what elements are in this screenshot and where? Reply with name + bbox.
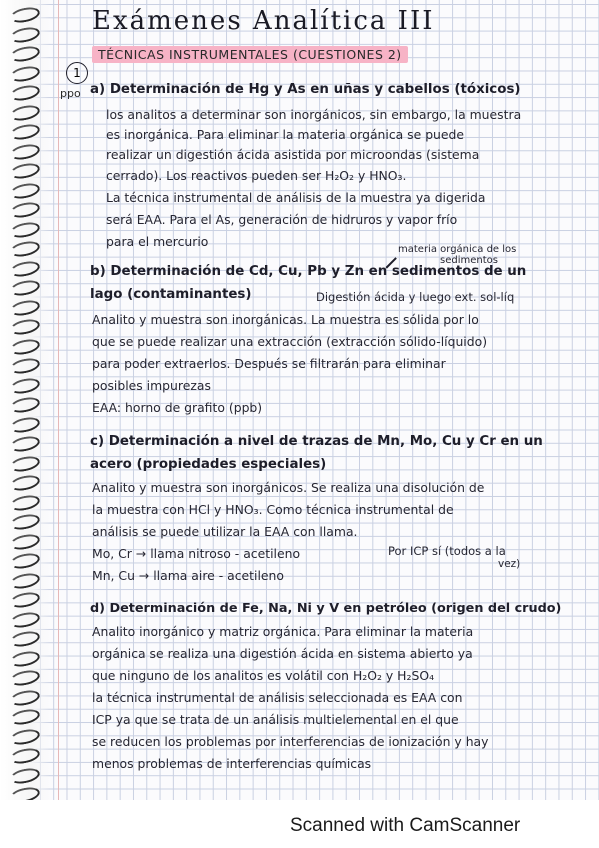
spiral-ring xyxy=(9,317,41,337)
section-a-line: los analitos a determinar son inorgánicos, sin embargo, la muestra xyxy=(106,107,522,122)
subtitle-highlight xyxy=(92,44,408,63)
spiral-ring xyxy=(9,766,41,786)
spiral-ring xyxy=(9,668,41,688)
section-d-heading: d) Determinación de Fe, Na, Ni y V en petróleo (origen del crudo) xyxy=(90,601,562,616)
spiral-ring xyxy=(9,64,41,84)
spiral-ring xyxy=(9,5,41,25)
icp-note-cont: vez) xyxy=(498,558,521,570)
arrow-icon: → xyxy=(138,568,154,583)
section-b-annotation: sedimentos xyxy=(440,255,498,266)
section-c-line: análisis se puede utilizar la EAA con llama. xyxy=(92,524,358,539)
flame-type: llama aire - acetileno xyxy=(153,568,284,583)
spiral-ring xyxy=(9,629,41,649)
section-c-line: la muestra con HCl y HNO₃. Como técnica instrumental de xyxy=(92,502,454,517)
spiral-ring xyxy=(9,239,41,259)
page-title: Exámenes Analítica III xyxy=(92,6,435,36)
spiral-ring xyxy=(9,785,41,800)
spiral-ring xyxy=(9,707,41,727)
section-d-line: ICP ya que se trata de un análisis multielemental en el que xyxy=(92,712,459,727)
section-b-line: EAA: horno de grafito (ppb) xyxy=(92,400,263,415)
subtitle: TÉCNICAS INSTRUMENTALES (CUESTIONES 2) xyxy=(92,46,408,63)
spiral-ring xyxy=(9,688,41,708)
section-b-line: que se puede realizar una extracción (extracción sólido-líquido) xyxy=(92,334,488,349)
section-b-heading-cont: lago (contaminantes) xyxy=(90,287,252,302)
section-a-heading: a) Determinación de Hg y As en uñas y cabellos (tóxicos) xyxy=(90,82,521,97)
spiral-ring xyxy=(9,493,41,513)
question-number-badge: 1 xyxy=(66,62,88,84)
spiral-ring xyxy=(9,259,41,279)
spiral-ring xyxy=(9,278,41,298)
section-d-line: la técnica instrumental de análisis seleccionada es EAA con xyxy=(92,690,463,705)
section-d-line: menos problemas de interferencias químicas xyxy=(92,756,372,771)
spiral-ring xyxy=(9,610,41,630)
scanner-watermark: Scanned with CamScanner xyxy=(290,815,521,836)
section-d-line: se reducen los problemas por interferencias de ionización y hay xyxy=(92,734,489,749)
section-d-line: que ninguno de los analitos es volátil con H₂O₂ y H₂SO₄ xyxy=(92,668,435,683)
section-a-line: será EAA. Para el As, generación de hidruros y vapor frío xyxy=(106,212,458,227)
section-b-line: posibles impurezas xyxy=(92,378,211,393)
spiral-ring xyxy=(9,434,41,454)
spiral-ring xyxy=(9,395,41,415)
icp-note: Por ICP sí (todos a la xyxy=(388,544,506,558)
spiral-ring xyxy=(9,200,41,220)
spiral-ring xyxy=(9,181,41,201)
spiral-ring xyxy=(9,551,41,571)
flame-row xyxy=(92,568,284,583)
margin-note: ppo xyxy=(60,87,81,100)
spiral-ring xyxy=(9,25,41,45)
flame-type: llama nitroso - acetileno xyxy=(150,546,301,561)
section-c-heading: c) Determinación a nivel de trazas de Mn, Mo, Cu y Cr en un xyxy=(90,434,543,449)
spiral-ring xyxy=(9,122,41,142)
section-c-line: Analito y muestra son inorgánicos. Se realiza una disolución de xyxy=(92,480,485,495)
spiral-ring xyxy=(9,454,41,474)
section-a-line: cerrado). Los reactivos pueden ser H₂O₂ y HNO₃. xyxy=(106,168,407,183)
margin-line xyxy=(58,0,59,800)
spiral-ring xyxy=(9,161,41,181)
spiral-ring xyxy=(9,376,41,396)
spiral-ring xyxy=(9,649,41,669)
flame-row xyxy=(92,546,300,561)
spiral-ring xyxy=(9,337,41,357)
spiral-ring xyxy=(9,532,41,552)
section-a-line: para el mercurio xyxy=(106,234,209,249)
section-b-line: Analito y muestra son inorgánicas. La muestra es sólida por lo xyxy=(92,312,479,327)
section-b-line: para poder extraerlos. Después se filtrarán para eliminar xyxy=(92,356,446,371)
spiral-ring xyxy=(9,356,41,376)
spiral-ring xyxy=(9,746,41,766)
section-d-line: Analito inorgánico y matriz orgánica. Para eliminar la materia xyxy=(92,624,474,639)
section-b-heading-note: Digestión ácida y luego ext. sol-líq xyxy=(316,290,515,304)
spiral-ring xyxy=(9,473,41,493)
spiral-ring xyxy=(9,83,41,103)
section-d-line: orgánica se realiza una digestión ácida en sistema abierto ya xyxy=(92,646,473,661)
spiral-ring xyxy=(9,512,41,532)
spiral-ring xyxy=(9,590,41,610)
arrow-icon: → xyxy=(135,546,151,561)
spiral-ring xyxy=(9,44,41,64)
section-b-heading: b) Determinación de Cd, Cu, Pb y Zn en sedimentos de un xyxy=(90,264,527,279)
spiral-ring xyxy=(9,142,41,162)
spiral-ring xyxy=(9,727,41,747)
spiral-ring xyxy=(9,415,41,435)
section-a-line: realizar un digestión ácida asistida por microondas (sistema xyxy=(106,147,480,162)
spiral-ring xyxy=(9,103,41,123)
flame-elements: Mo, Cr xyxy=(92,546,132,561)
section-b-annotation: materia orgánica de los xyxy=(398,244,517,255)
section-a-line: es inorgánica. Para eliminar la materia orgánica se puede xyxy=(106,127,465,142)
spiral-ring xyxy=(9,298,41,318)
section-a-line: La técnica instrumental de análisis de la muestra ya digerida xyxy=(106,190,486,205)
flame-elements: Mn, Cu xyxy=(92,568,135,583)
spiral-binding xyxy=(0,0,50,800)
spiral-ring xyxy=(9,220,41,240)
spiral-ring xyxy=(9,571,41,591)
section-c-heading-cont: acero (propiedades especiales) xyxy=(90,457,327,472)
